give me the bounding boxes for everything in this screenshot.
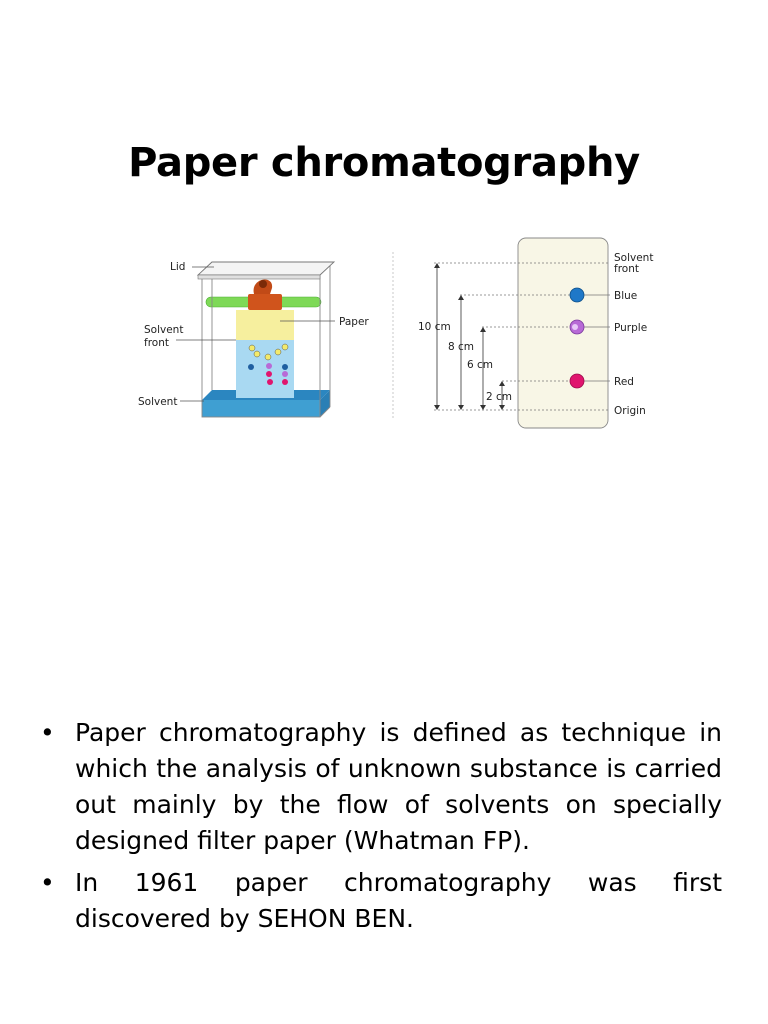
lid-edge <box>198 275 320 279</box>
bullet-marker: • <box>40 718 55 747</box>
bullet-item <box>40 865 722 937</box>
slide-title: Paper chromatography <box>128 140 640 186</box>
arrow-heads <box>434 263 505 410</box>
clip-pin <box>259 280 267 288</box>
label-blue: Blue <box>614 290 638 302</box>
distance-label-10cm: 10 cm <box>418 321 451 333</box>
paper-clip <box>248 294 282 310</box>
paper-spot <box>248 364 254 370</box>
tank-illustration <box>138 261 369 417</box>
paper-spot <box>282 371 288 377</box>
chromatogram-illustration <box>418 238 653 428</box>
bullet-list <box>40 715 722 943</box>
label-solvent-front-2: front <box>144 337 169 349</box>
label-solvent-front-1: Solvent <box>144 324 184 336</box>
chromatography-diagram <box>130 230 670 435</box>
chromatography-figure <box>130 230 670 435</box>
label-lid: Lid <box>170 261 186 273</box>
paper-dry-region <box>236 310 294 340</box>
label-red: Red <box>614 376 634 388</box>
solvent-bath <box>202 400 320 417</box>
tank-lid <box>198 262 334 275</box>
paper-spot <box>266 363 272 369</box>
bullet-text: Paper chromatography is defined as technique in which the analysis of unknown substance is carried out mainly by the flow of solvents on specially designed filter paper (Whatman FP). <box>75 718 722 855</box>
bullet-item <box>40 715 722 859</box>
distance-label-8cm: 8 cm <box>448 341 475 353</box>
paper-spot <box>249 345 255 351</box>
distance-arrows <box>437 265 502 408</box>
blue-spot <box>570 288 584 302</box>
label-purple: Purple <box>614 322 648 334</box>
bullet-marker: • <box>40 868 55 897</box>
bullet-text: In 1961 paper chromatography was first discovered by SEHON BEN. <box>75 868 722 933</box>
paper-spot <box>254 351 260 357</box>
distance-label-2cm: 2 cm <box>486 391 513 403</box>
paper-spot <box>266 371 272 377</box>
paper-spot <box>282 364 288 370</box>
red-spot <box>570 374 584 388</box>
label-paper: Paper <box>339 316 369 328</box>
paper-spot <box>282 379 288 385</box>
chromatogram-plate <box>518 238 608 428</box>
paper-spot <box>282 344 288 350</box>
label-solvent-front-right-1: Solvent <box>614 252 654 264</box>
label-origin: Origin <box>614 405 646 417</box>
paper-spot <box>265 354 271 360</box>
label-solvent-front-right-2: front <box>614 263 639 275</box>
purple-spot-highlight <box>572 324 578 330</box>
label-solvent: Solvent <box>138 396 178 408</box>
paper-spot <box>267 379 273 385</box>
paper-spot <box>275 349 281 355</box>
distance-label-6cm: 6 cm <box>467 359 494 371</box>
